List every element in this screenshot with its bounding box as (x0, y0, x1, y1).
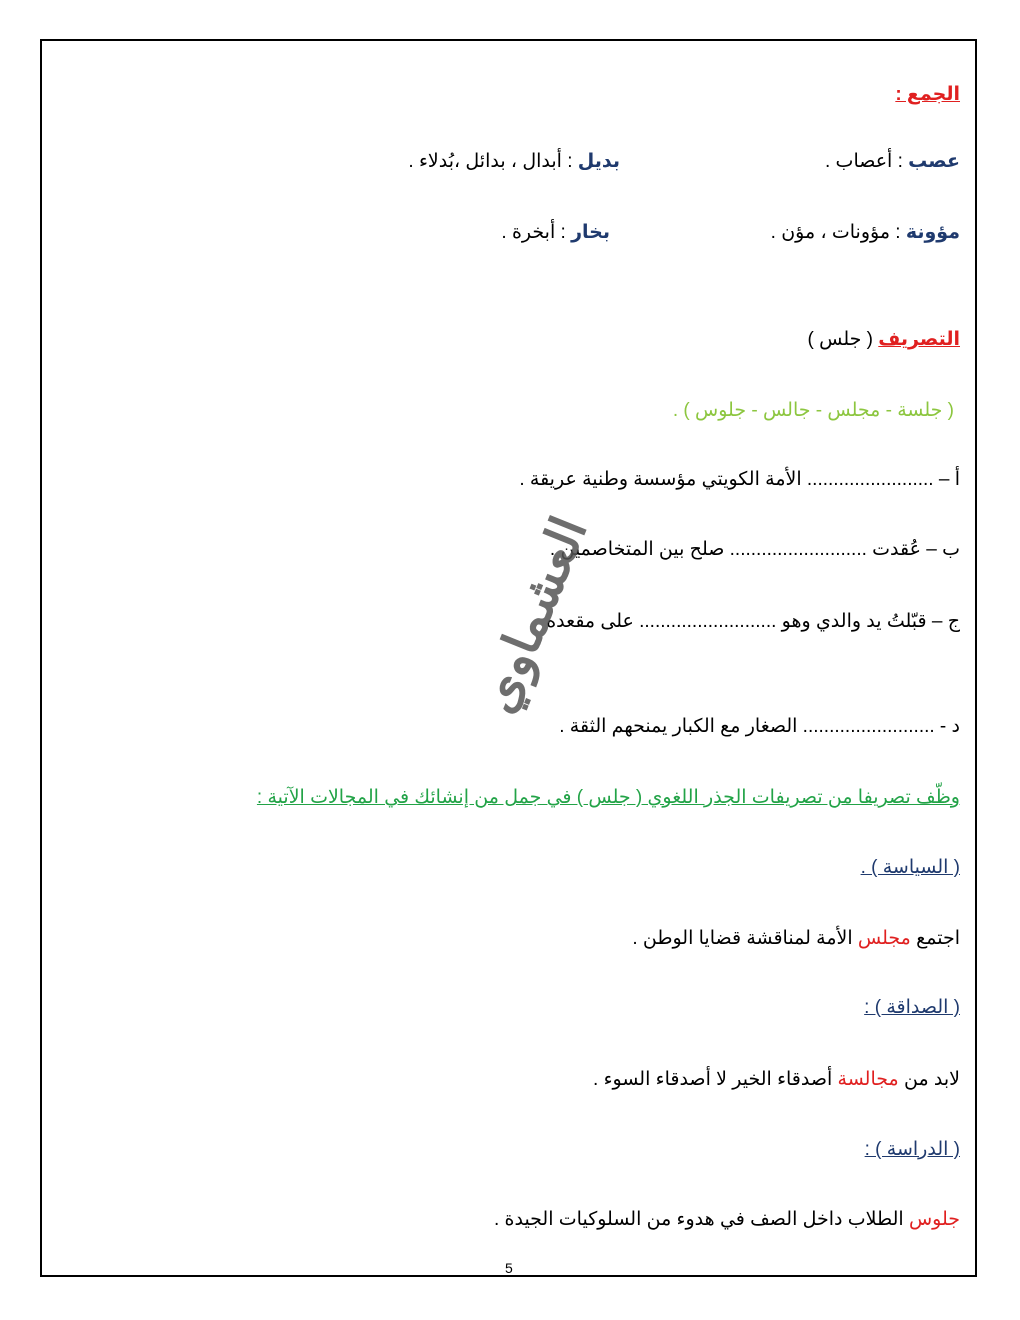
exercise-a: أ – ........................ الأمة الكويتي مؤسسة وطنية عريقة . (519, 469, 960, 490)
plural-row-2-b: بخار : أبخرة . (501, 222, 610, 243)
field-sentence-study: جلوس الطلاب داخل الصف في هدوء من السلوكيات الجيدة . (493, 1209, 960, 1230)
conjugation-options: ( جلسة - مجلس - جالس - جلوس ) . (672, 400, 954, 421)
plural-heading: الجمع : (895, 84, 960, 105)
plural-word: بديل (577, 151, 620, 172)
plural-row-2-a: مؤونة : مؤونات ، مؤن . (770, 222, 960, 243)
plural-word: عصب (908, 151, 960, 172)
field-label-study: ( الدراسة ) : (864, 1139, 960, 1160)
plural-row-1-a: عصب : أعصاب . (825, 151, 960, 172)
plural-answer: مؤونات ، مؤن . (770, 222, 890, 243)
exercise-d: د - ......................... الصغار مع الكبار يمنحهم الثقة . (559, 716, 960, 737)
instruction: وظّف تصريفا من تصريفات الجذر اللغوي ( جلس ) في جمل من إنشائك في المجالات الآتية : (256, 787, 960, 808)
conjugation-root: ( جلس ) (807, 329, 879, 350)
field-sentence-friendship: لابد من مجالسة أصدقاء الخير لا أصدقاء السوء . (593, 1069, 960, 1090)
highlight-word: جلوس (908, 1209, 960, 1230)
plural-answer: أبخرة . (501, 222, 556, 243)
plural-row-1-b: بديل : أبدال ، بدائل ،بُدلاء . (408, 151, 620, 172)
page-number: 5 (505, 1260, 513, 1276)
field-label-friendship: ( الصداقة ) : (864, 997, 960, 1018)
watermark-signature: العشماوي (466, 508, 599, 721)
exercise-c: ج – قبّلتُ يد والدي وهو .......................... على مقعده (546, 611, 960, 632)
plural-answer: أبدال ، بدائل ،بُدلاء . (408, 151, 562, 172)
conjugation-heading: التصريف ( جلس ) (807, 329, 960, 350)
exercise-b: ب – عُقدت .......................... صلح بين المتخاصمين . (549, 539, 960, 560)
plural-word: بخار (571, 222, 610, 243)
plural-answer: أعصاب . (825, 151, 893, 172)
highlight-word: مجلس (857, 928, 911, 949)
field-label-politics: ( السياسة ) . (860, 857, 960, 878)
highlight-word: مجالسة (837, 1069, 899, 1090)
plural-word: مؤونة (905, 222, 960, 243)
field-sentence-politics: اجتمع مجلس الأمة لمناقشة قضايا الوطن . (632, 928, 960, 949)
